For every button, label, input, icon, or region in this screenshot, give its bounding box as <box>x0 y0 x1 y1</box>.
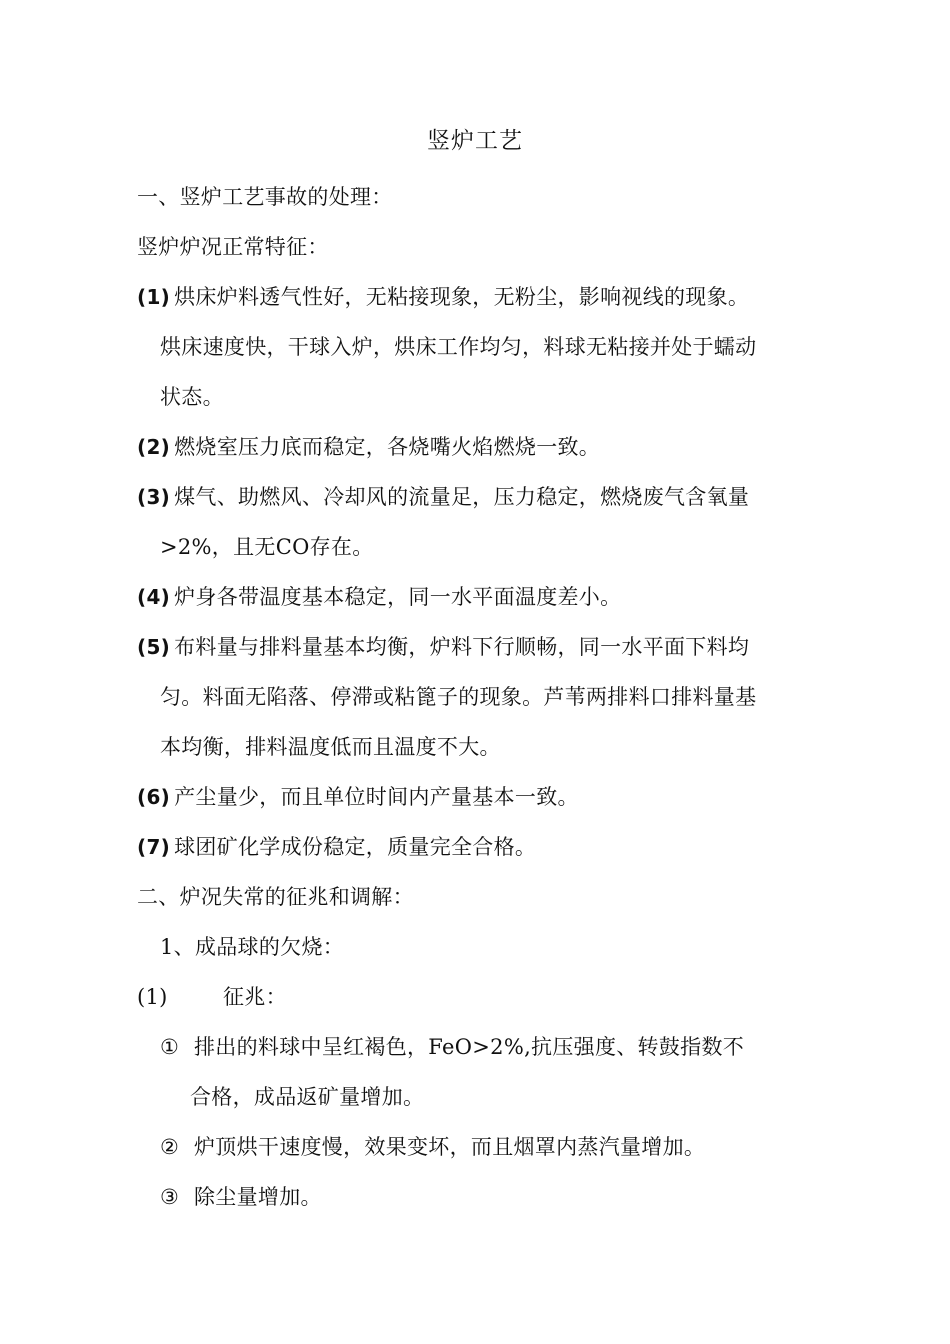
list-item <box>137 582 621 612</box>
list-item <box>137 782 579 812</box>
section-heading: 一、竖炉工艺事故的处理： <box>137 185 393 209</box>
sign-text-continued: 合格，成品返矿量增加。 <box>190 1085 425 1109</box>
list-item <box>137 482 749 512</box>
sign-text: 炉顶烘干速度慢，效果变坏，而且烟罩内蒸汽量增加。 <box>194 1135 706 1159</box>
signs-heading <box>137 982 287 1012</box>
item-text: 燃烧室压力底而稳定，各烧嘴火焰燃烧一致。 <box>174 435 601 459</box>
item-text-continued: 本均衡，排料温度低而且温度不大。 <box>160 735 501 759</box>
sign-item <box>160 1132 705 1162</box>
signs-number: (1) <box>137 985 168 1009</box>
sign-item <box>160 1182 322 1212</box>
item-text: 产尘量少，而且单位时间内产量基本一致。 <box>174 785 579 809</box>
item-number: (1) <box>137 285 171 309</box>
section-heading: 二、炉况失常的征兆和调解： <box>137 885 414 909</box>
list-item <box>137 432 600 462</box>
item-number: (2) <box>137 435 171 459</box>
sign-text: 排出的料球中呈红褐色，FeO>2%,抗压强度、转鼓指数不 <box>194 1035 745 1059</box>
item-text: 煤气、助燃风、冷却风的流量足，压力稳定，燃烧废气含氧量 <box>174 485 750 509</box>
item-text: 球团矿化学成份稳定，质量完全合格。 <box>174 835 537 859</box>
list-item <box>137 632 749 662</box>
subsection-heading: 1、成品球的欠烧： <box>160 935 345 959</box>
item-number: (5) <box>137 635 171 659</box>
list-item <box>137 832 536 862</box>
circled-number: ① <box>160 1035 180 1059</box>
item-number: (6) <box>137 785 171 809</box>
item-text-continued: 烘床速度快，干球入炉，烘床工作均匀，料球无粘接并处于蠕动 <box>160 335 757 359</box>
item-text: 烘床炉料透气性好，无粘接现象，无粉尘，影响视线的现象。 <box>174 285 750 309</box>
item-text: 布料量与排料量基本均衡，炉料下行顺畅，同一水平面下料均 <box>174 635 750 659</box>
document-title: 竖炉工艺 <box>427 128 523 154</box>
item-number: (7) <box>137 835 171 859</box>
subsection-heading: 竖炉炉况正常特征： <box>137 235 329 259</box>
item-number: (3) <box>137 485 171 509</box>
item-text: 炉身各带温度基本稳定，同一水平面温度差小。 <box>174 585 622 609</box>
sign-item <box>160 1032 744 1062</box>
item-text-continued: 匀。料面无陷落、停滞或粘篦子的现象。芦苇两排料口排料量基 <box>160 685 757 709</box>
item-text-continued: >2%，且无CO存在。 <box>160 535 374 559</box>
sign-text: 除尘量增加。 <box>194 1185 322 1209</box>
circled-number: ③ <box>160 1185 180 1209</box>
signs-label: 征兆： <box>223 985 287 1009</box>
circled-number: ② <box>160 1135 180 1159</box>
item-number: (4) <box>137 585 171 609</box>
list-item <box>137 282 749 312</box>
item-text-continued: 状态。 <box>160 385 224 409</box>
